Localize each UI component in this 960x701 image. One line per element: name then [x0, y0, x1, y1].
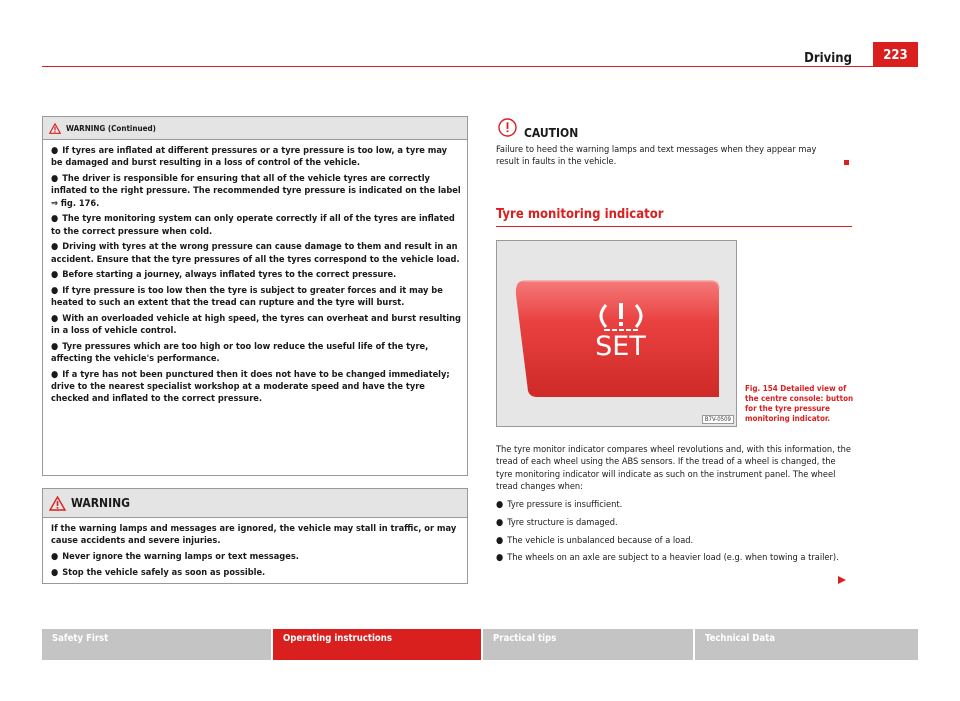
body-item: ● The wheels on an axle are subject to a heavier load (e.g. when towing a trailer).: [496, 552, 839, 564]
bullet: ●: [51, 368, 59, 380]
warning-item: ● With an overloaded vehicle at high speed, the tyres can overheat and burst resulting in a loss of vehicle control.: [51, 312, 461, 337]
warning-item: ● Before starting a journey, always inflated tyres to the correct pressure.: [51, 269, 397, 281]
warning-item: ● The driver is responsible for ensuring that all of the vehicle tyres are correctly inflated to the right pressure. The recommended tyre pressure is indicated on the label ⇒ fig. 176.: [51, 172, 461, 209]
caution-text: Failure to heed the warning lamps and text messages when they appear may result in faults in the vehicle.: [496, 144, 817, 168]
caution-title: CAUTION: [524, 126, 579, 140]
bullet: ●: [496, 552, 504, 564]
body-item: ● Tyre structure is damaged.: [496, 516, 618, 528]
bullet: ●: [51, 284, 59, 296]
footer-tab-operating-instructions[interactable]: Operating instructions: [273, 629, 481, 660]
footer-tab-technical-data[interactable]: Technical Data: [695, 629, 918, 660]
footer-tab-practical-tips[interactable]: Practical tips: [483, 629, 693, 660]
warning-title: WARNING: [71, 496, 130, 510]
warning-intro: If the warning lamps and messages are ignored, the vehicle may stall in traffic, or may cause accidents and severe injuries.: [51, 523, 457, 547]
warning-item: ● Stop the vehicle safely as soon as possible.: [51, 566, 266, 578]
warning-item: ● If a tyre has not been punctured then it does not have to be changed immediately; drive to the nearest specialist workshop at a moderate speed and have the tyre checked and inflated to the correct pressure.: [51, 368, 450, 405]
body-intro: The tyre monitor indicator compares wheel revolutions and, with this information, the tread of each wheel using the ABS sensors. If the tread of a wheel is changed, the tyre monitoring indicator will indicate as such on the instrument panel. The wheel tread changes when:: [496, 444, 851, 492]
body-text: [496, 444, 852, 565]
warning-item: ● Never ignore the warning lamps or text messages.: [51, 550, 299, 562]
warning-continued-title: WARNING (Continued): [66, 123, 156, 133]
warning-triangle-icon: [49, 496, 66, 511]
section-divider: [496, 226, 852, 227]
section-end-marker: [844, 160, 849, 165]
warning-continued-header: [43, 117, 467, 140]
bullet: ●: [51, 213, 59, 225]
bullet: ●: [496, 534, 504, 546]
warning-continued-box: [42, 116, 468, 476]
bullet: ●: [51, 566, 59, 578]
bullet: ●: [496, 498, 504, 510]
bullet: ●: [51, 312, 59, 324]
set-button-label: SET: [595, 331, 646, 362]
bullet: ●: [51, 340, 59, 352]
footer-tab-safety-first[interactable]: Safety First: [42, 629, 271, 660]
warning-item: ● If tyre pressure is too low then the tyre is subject to greater forces and it may be heated to such an extent that the tread can rupture and the tyre will burst.: [51, 284, 443, 309]
section-title: Tyre monitoring indicator: [496, 207, 664, 222]
warning-header: [43, 489, 467, 518]
figure-tyre-monitor-button: [496, 240, 737, 427]
warning-triangle-icon: [49, 123, 61, 134]
figure-caption: Fig. 154 Detailed view of the centre console: button for the tyre pressure monitoring indicator.: [745, 384, 854, 423]
body-item: ● Tyre pressure is insufficient.: [496, 498, 623, 510]
bullet: ●: [496, 516, 504, 528]
bullet: ●: [51, 172, 59, 184]
body-item: ● The vehicle is unbalanced because of a load.: [496, 534, 694, 546]
chapter-title: Driving: [804, 51, 852, 66]
bullet: ●: [51, 269, 59, 281]
bullet: ●: [51, 241, 59, 253]
bullet: ●: [51, 550, 59, 562]
warning-item: ● Tyre pressures which are too high or too low reduce the useful life of the tyre, affecting the vehicle's performance.: [51, 340, 429, 365]
page-number: 223: [873, 42, 918, 66]
warning-item: ● If tyres are inflated at different pressures or a tyre pressure is too low, a tyre may be damaged and burst resulting in a loss of control of the vehicle.: [51, 145, 448, 169]
warning-item: ● The tyre monitoring system can only operate correctly if all of the tyres are inflated to the correct pressure when cold.: [51, 213, 455, 237]
header-divider: [42, 66, 918, 67]
continue-arrow-icon: [838, 576, 846, 584]
figure-code: B7V-0509: [702, 415, 734, 424]
warning-box: [42, 488, 468, 584]
bullet: ●: [51, 145, 59, 156]
warning-item: ● Driving with tyres at the wrong pressure can cause damage to them and result in an accident. Ensure that the tyre pressures of all the tyres correspond to the vehicle load.: [51, 241, 460, 265]
caution-icon: [498, 118, 517, 137]
